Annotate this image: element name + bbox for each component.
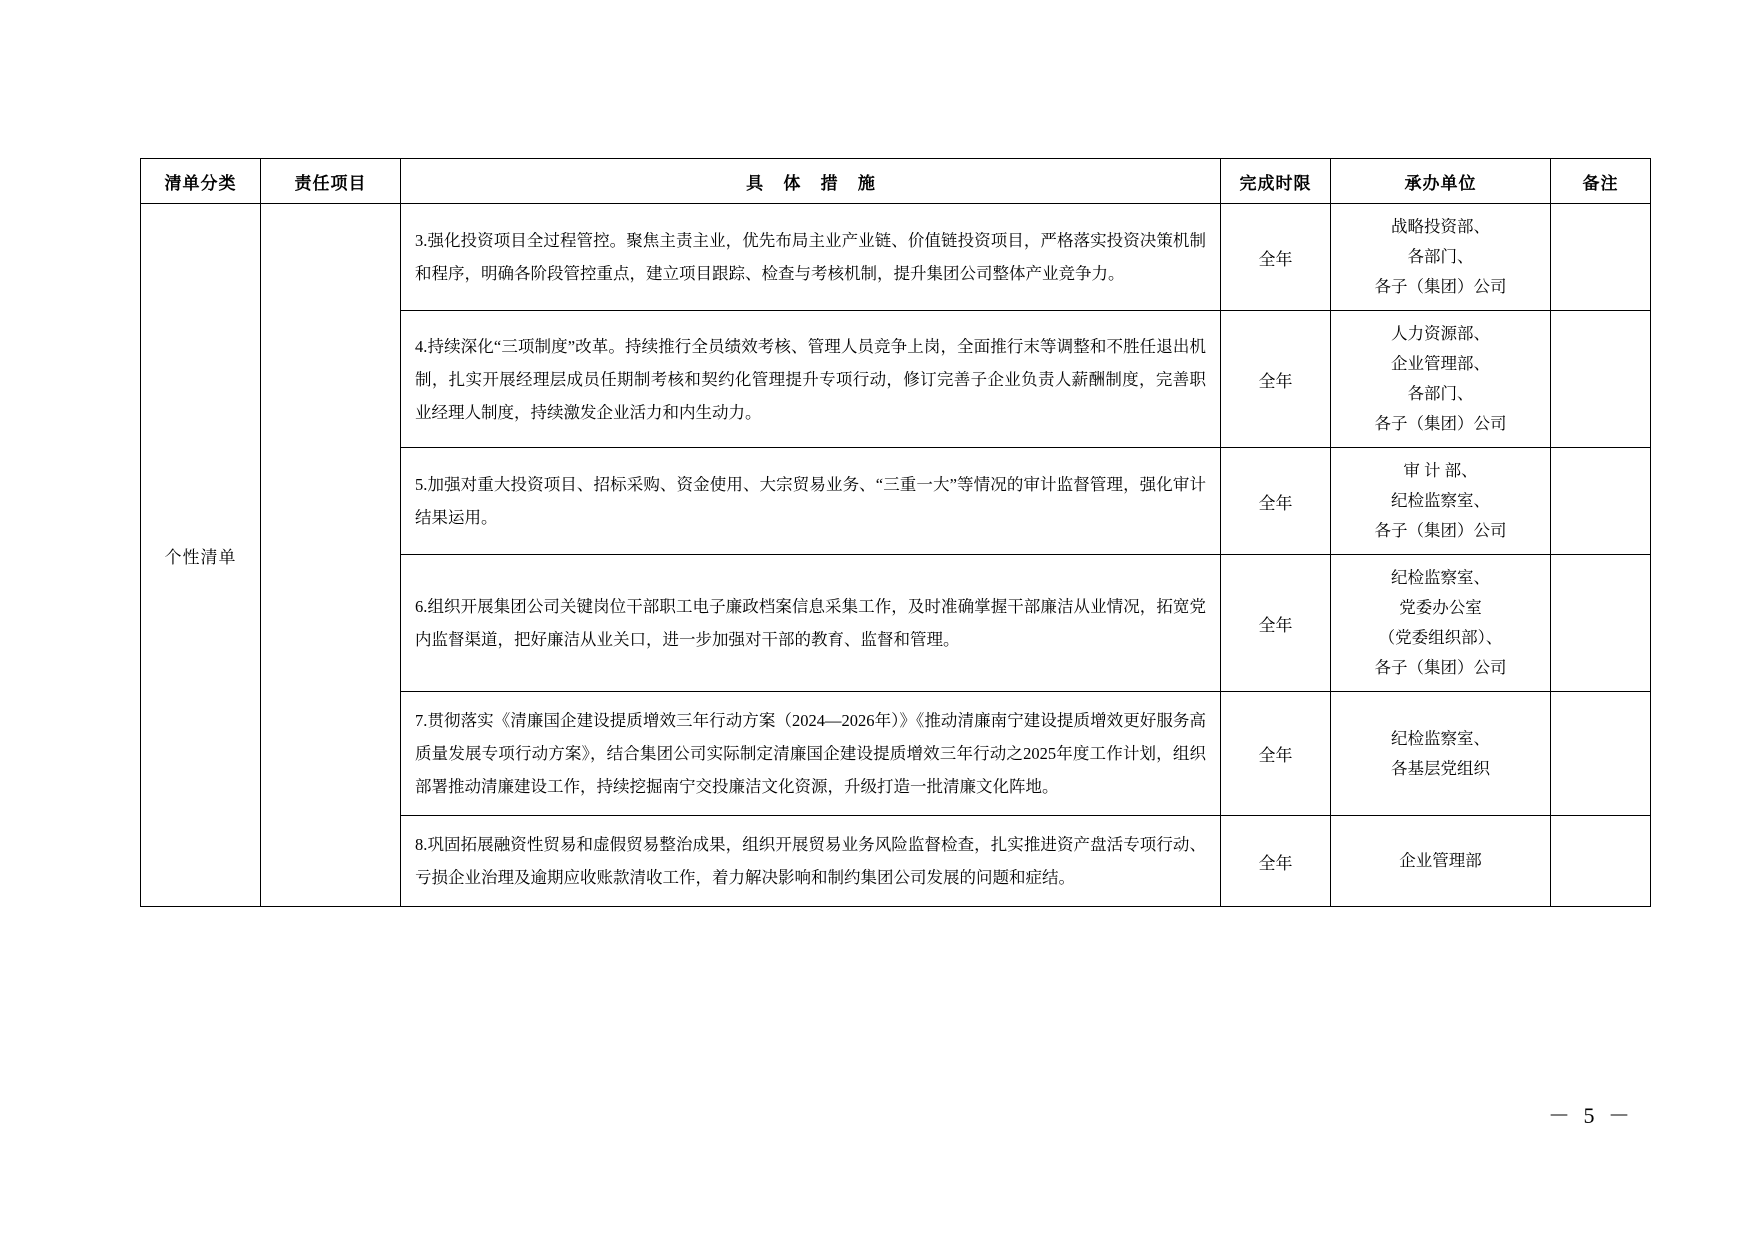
responsibility-list-table: [140, 158, 1651, 907]
header-responsibility: 责任项目: [261, 159, 401, 204]
unit-line: 各部门、: [1407, 384, 1474, 403]
cell-unit: [1331, 448, 1551, 555]
cell-deadline: 全年: [1221, 311, 1331, 448]
unit-line: 纪检监察室、: [1391, 728, 1490, 748]
cell-deadline: 全年: [1221, 204, 1331, 311]
cell-unit: [1331, 311, 1551, 448]
cell-measure: 7.贯彻落实《清廉国企建设提质增效三年行动方案（2024—2026年）》《推动清廉南宁建设提质增效更好服务高质量发展专项行动方案》，结合集团公司实际制定清廉国企建设提质增效三年行动之2025年度工作计划，组织部署推动清廉建设工作，持续挖掘南宁交投廉洁文化资源，升级打造一批清廉文化阵地。: [401, 692, 1221, 816]
header-measures: 具 体 措 施: [401, 159, 1221, 204]
unit-line: 各基层党组织: [1391, 758, 1490, 778]
unit-line: 企业管理部: [1399, 851, 1482, 870]
header-deadline: 完成时限: [1221, 159, 1331, 204]
cell-unit: [1331, 692, 1551, 816]
cell-category: 个性清单: [141, 204, 261, 907]
cell-measure: 6.组织开展集团公司关键岗位干部职工电子廉政档案信息采集工作，及时准确掌握干部廉洁从业情况，拓宽党内监督渠道，把好廉洁从业关口，进一步加强对干部的教育、监督和管理。: [401, 555, 1221, 692]
cell-note: [1551, 448, 1651, 555]
table-row: [141, 204, 1651, 311]
unit-line: 纪检监察室、: [1391, 491, 1490, 510]
cell-note: [1551, 204, 1651, 311]
cell-note: [1551, 692, 1651, 816]
unit-line: （党委组织部）、: [1378, 628, 1503, 647]
cell-deadline: 全年: [1221, 692, 1331, 816]
cell-deadline: 全年: [1221, 555, 1331, 692]
cell-deadline: 全年: [1221, 448, 1331, 555]
table-body: [141, 204, 1651, 907]
cell-measure: 3.强化投资项目全过程管控。聚焦主责主业，优先布局主业产业链、价值链投资项目，严格落实投资决策机制和程序，明确各阶段管控重点，建立项目跟踪、检查与考核机制，提升集团公司整体产业竞争力。: [401, 204, 1221, 311]
unit-line: 各部门、: [1407, 247, 1474, 266]
table-header-row: [141, 159, 1651, 204]
cell-measure: 8.巩固拓展融资性贸易和虚假贸易整治成果，组织开展贸易业务风险监督检查，扎实推进资产盘活专项行动、亏损企业治理及逾期应收账款清收工作，着力解决影响和制约集团公司发展的问题和症结。: [401, 816, 1221, 907]
cell-unit: [1331, 816, 1551, 907]
unit-line: 审 计 部、: [1403, 461, 1478, 480]
unit-line: 党委办公室: [1399, 598, 1482, 617]
unit-line: 各子（集团）公司: [1374, 521, 1507, 540]
header-category: 清单分类: [141, 159, 261, 204]
unit-line: 各子（集团）公司: [1374, 414, 1507, 433]
header-note: 备注: [1551, 159, 1651, 204]
unit-line: 战略投资部、: [1391, 217, 1490, 236]
unit-line: 人力资源部、: [1391, 324, 1490, 343]
unit-line: 各子（集团）公司: [1374, 658, 1507, 677]
header-unit: 承办单位: [1331, 159, 1551, 204]
cell-note: [1551, 816, 1651, 907]
unit-line: 企业管理部、: [1391, 354, 1490, 373]
unit-line: 各子（集团）公司: [1374, 277, 1507, 296]
cell-unit: [1331, 555, 1551, 692]
cell-measure: 4.持续深化“三项制度”改革。持续推行全员绩效考核、管理人员竞争上岗，全面推行末等调整和不胜任退出机制，扎实开展经理层成员任期制考核和契约化管理提升专项行动，修订完善子企业负责人薪酬制度，完善职业经理人制度，持续激发企业活力和内生动力。: [401, 311, 1221, 448]
cell-responsibility: [261, 204, 401, 907]
cell-unit: [1331, 204, 1551, 311]
cell-deadline: 全年: [1221, 816, 1331, 907]
page-number: － 5 －: [1547, 1103, 1634, 1128]
cell-note: [1551, 311, 1651, 448]
cell-measure: 5.加强对重大投资项目、招标采购、资金使用、大宗贸易业务、“三重一大”等情况的审计监督管理，强化审计结果运用。: [401, 448, 1221, 555]
unit-line: 纪检监察室、: [1391, 568, 1490, 587]
cell-note: [1551, 555, 1651, 692]
